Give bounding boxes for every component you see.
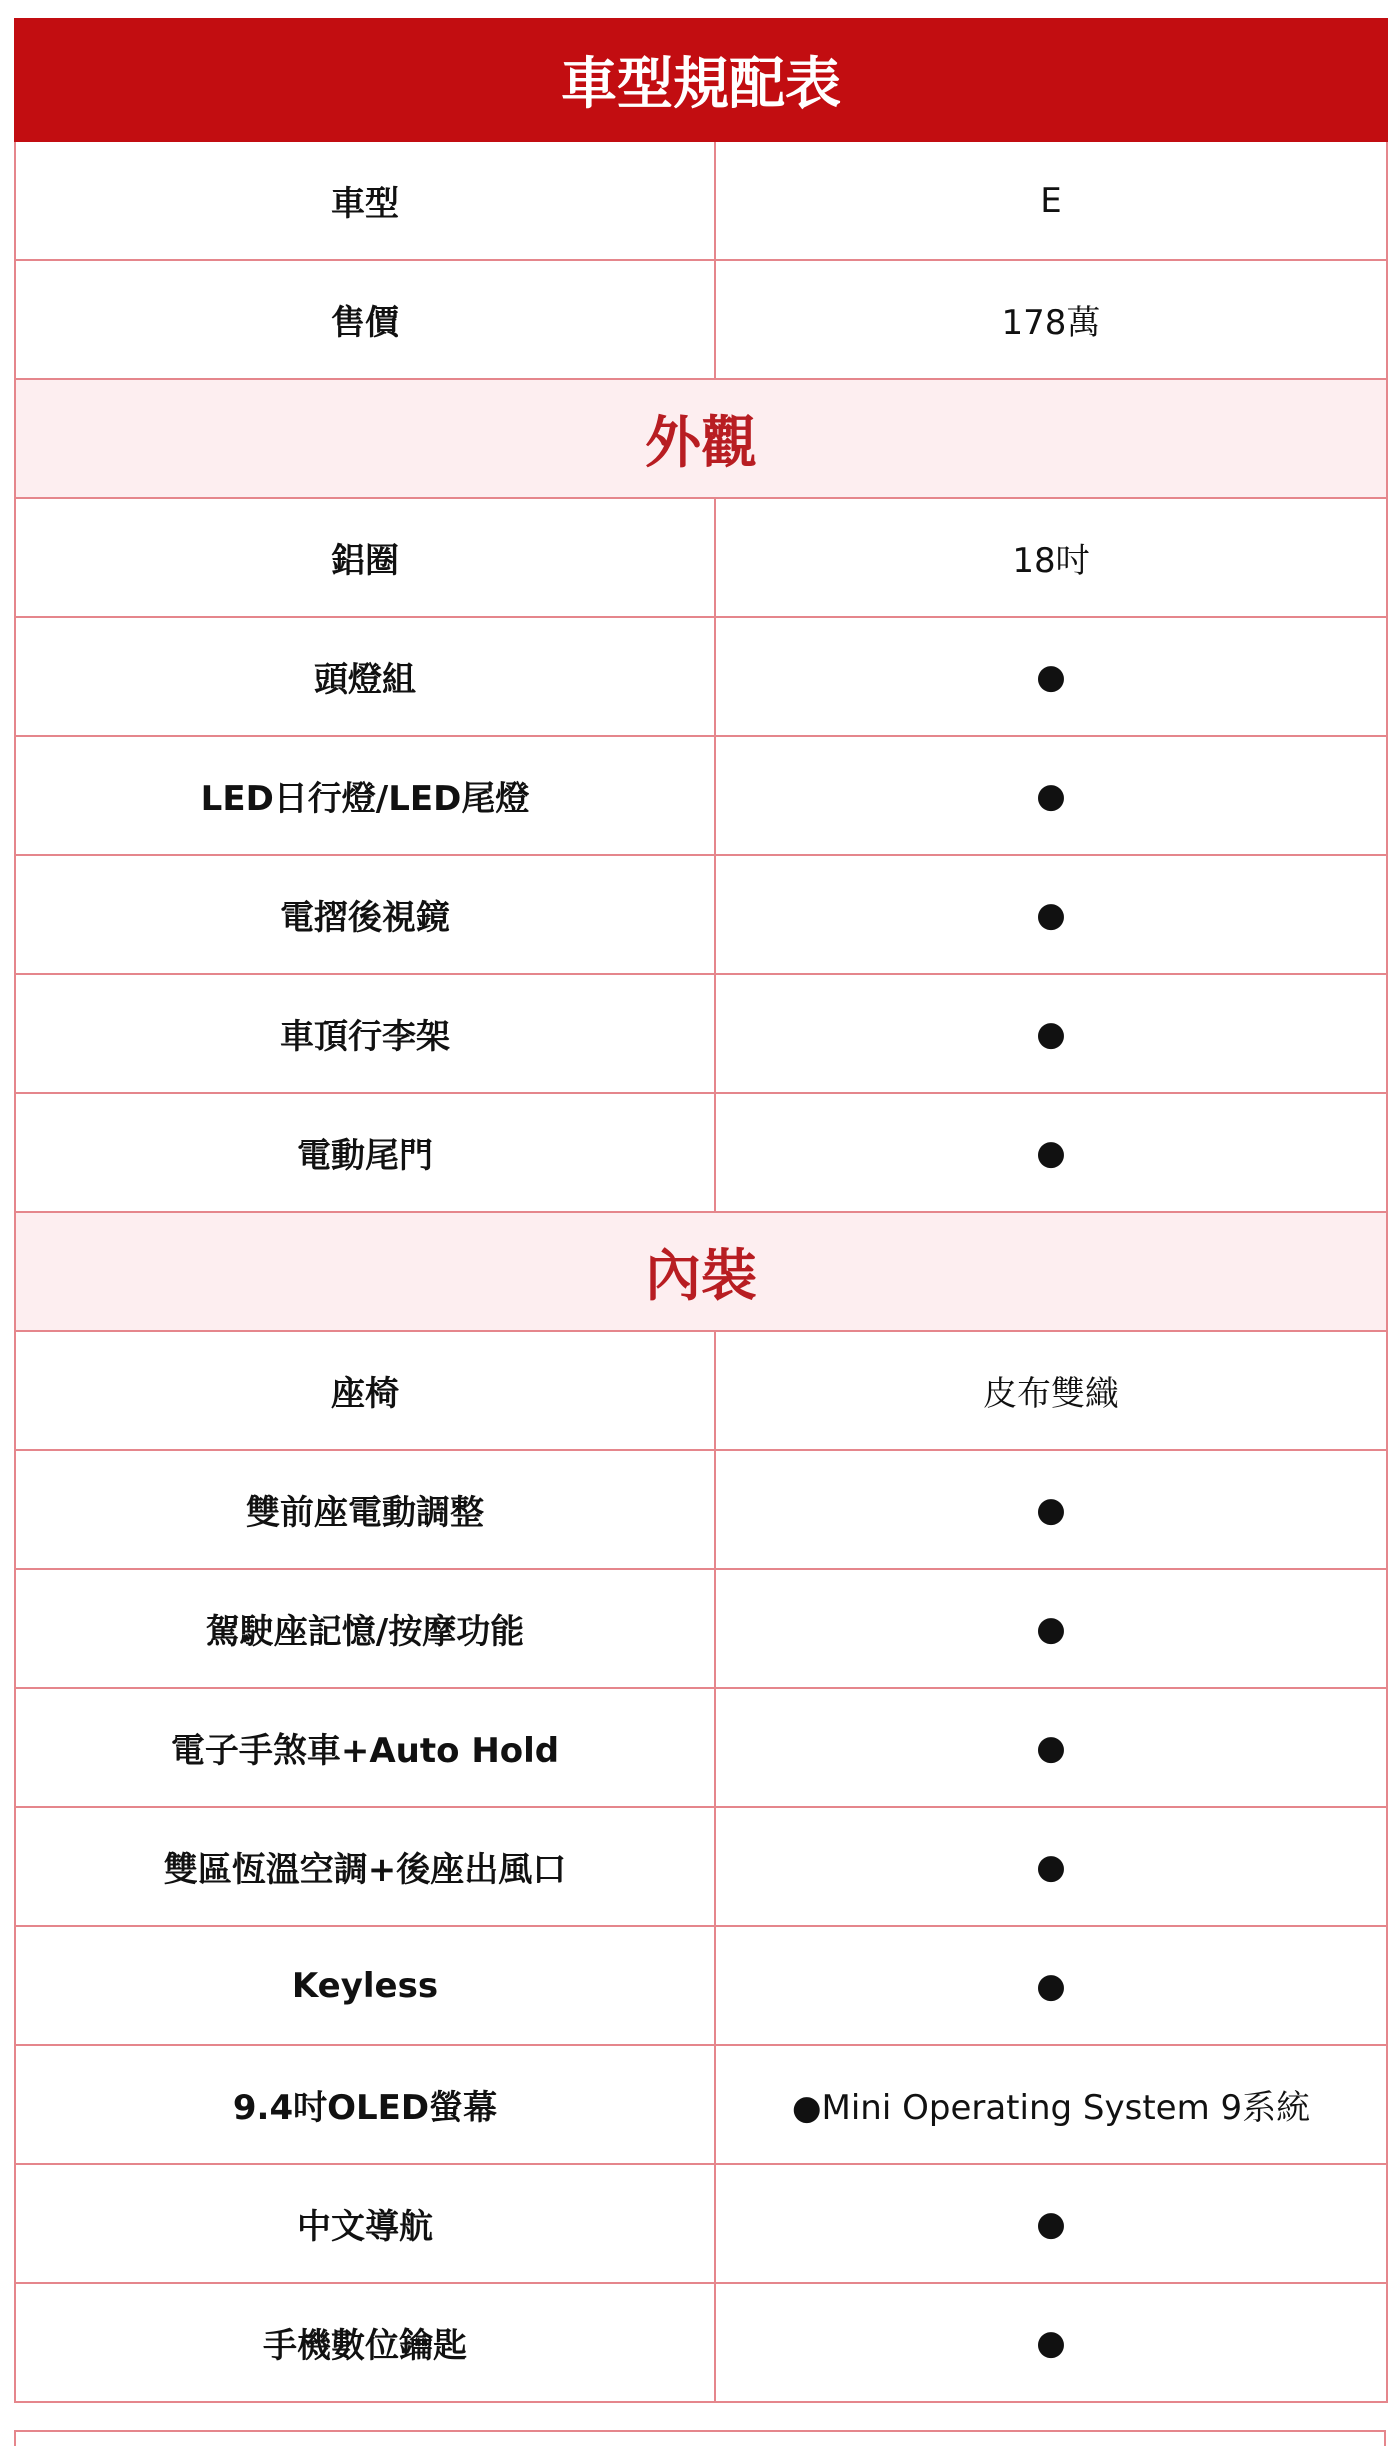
row-label: 座椅	[15, 1331, 715, 1450]
row-value: 皮布雙織	[715, 1331, 1387, 1450]
table-row	[15, 2164, 1387, 2283]
table-row	[15, 1807, 1387, 1926]
row-value: ●	[715, 1926, 1387, 2045]
spec-table	[14, 18, 1388, 2403]
row-label: 車頂行李架	[15, 974, 715, 1093]
section-row-interior	[15, 1212, 1387, 1331]
row-value: 18吋	[715, 498, 1387, 617]
row-value: ●	[715, 1807, 1387, 1926]
table-row	[15, 1688, 1387, 1807]
row-value: ●	[715, 2164, 1387, 2283]
row-label: 9.4吋OLED螢幕	[15, 2045, 715, 2164]
row-value: ●	[715, 974, 1387, 1093]
row-label: 電摺後視鏡	[15, 855, 715, 974]
title-row	[15, 19, 1387, 141]
row-label: 售價	[15, 260, 715, 379]
row-value: ●	[715, 1688, 1387, 1807]
table-row	[15, 2283, 1387, 2402]
row-value: ●	[715, 1569, 1387, 1688]
row-label: 駕駛座記憶/按摩功能	[15, 1569, 715, 1688]
row-label: 頭燈組	[15, 617, 715, 736]
row-value: ●	[715, 736, 1387, 855]
table-row	[15, 855, 1387, 974]
table-row	[15, 1569, 1387, 1688]
row-value: ●	[715, 617, 1387, 736]
row-label: LED日行燈/LED尾燈	[15, 736, 715, 855]
row-label: 雙區恆溫空調+後座出風口	[15, 1807, 715, 1926]
row-label: 車型	[15, 141, 715, 260]
table-row	[15, 498, 1387, 617]
row-label: 雙前座電動調整	[15, 1450, 715, 1569]
row-label: 手機數位鑰匙	[15, 2283, 715, 2402]
row-value: 178萬	[715, 260, 1387, 379]
table-row	[15, 141, 1387, 260]
row-value: ●	[715, 1093, 1387, 1212]
table-row	[15, 260, 1387, 379]
row-label: 電子手煞車+Auto Hold	[15, 1688, 715, 1807]
row-value: E	[715, 141, 1387, 260]
table-title: 車型規配表	[15, 19, 1387, 141]
table-row	[15, 1331, 1387, 1450]
row-label: 鋁圈	[15, 498, 715, 617]
section-row-exterior	[15, 379, 1387, 498]
section-title: 內裝	[15, 1212, 1387, 1331]
table-row	[15, 1093, 1387, 1212]
row-value: ●	[715, 2283, 1387, 2402]
row-label: 電動尾門	[15, 1093, 715, 1212]
section-title: 外觀	[15, 379, 1387, 498]
row-value: ●Mini Operating System 9系統	[715, 2045, 1387, 2164]
table-row	[15, 2045, 1387, 2164]
table-continuation-edge	[14, 2430, 1386, 2446]
row-value: ●	[715, 1450, 1387, 1569]
row-label: Keyless	[15, 1926, 715, 2045]
table-row	[15, 617, 1387, 736]
table-row	[15, 1926, 1387, 2045]
row-label: 中文導航	[15, 2164, 715, 2283]
table-row	[15, 736, 1387, 855]
row-value: ●	[715, 855, 1387, 974]
table-row	[15, 974, 1387, 1093]
table-row	[15, 1450, 1387, 1569]
